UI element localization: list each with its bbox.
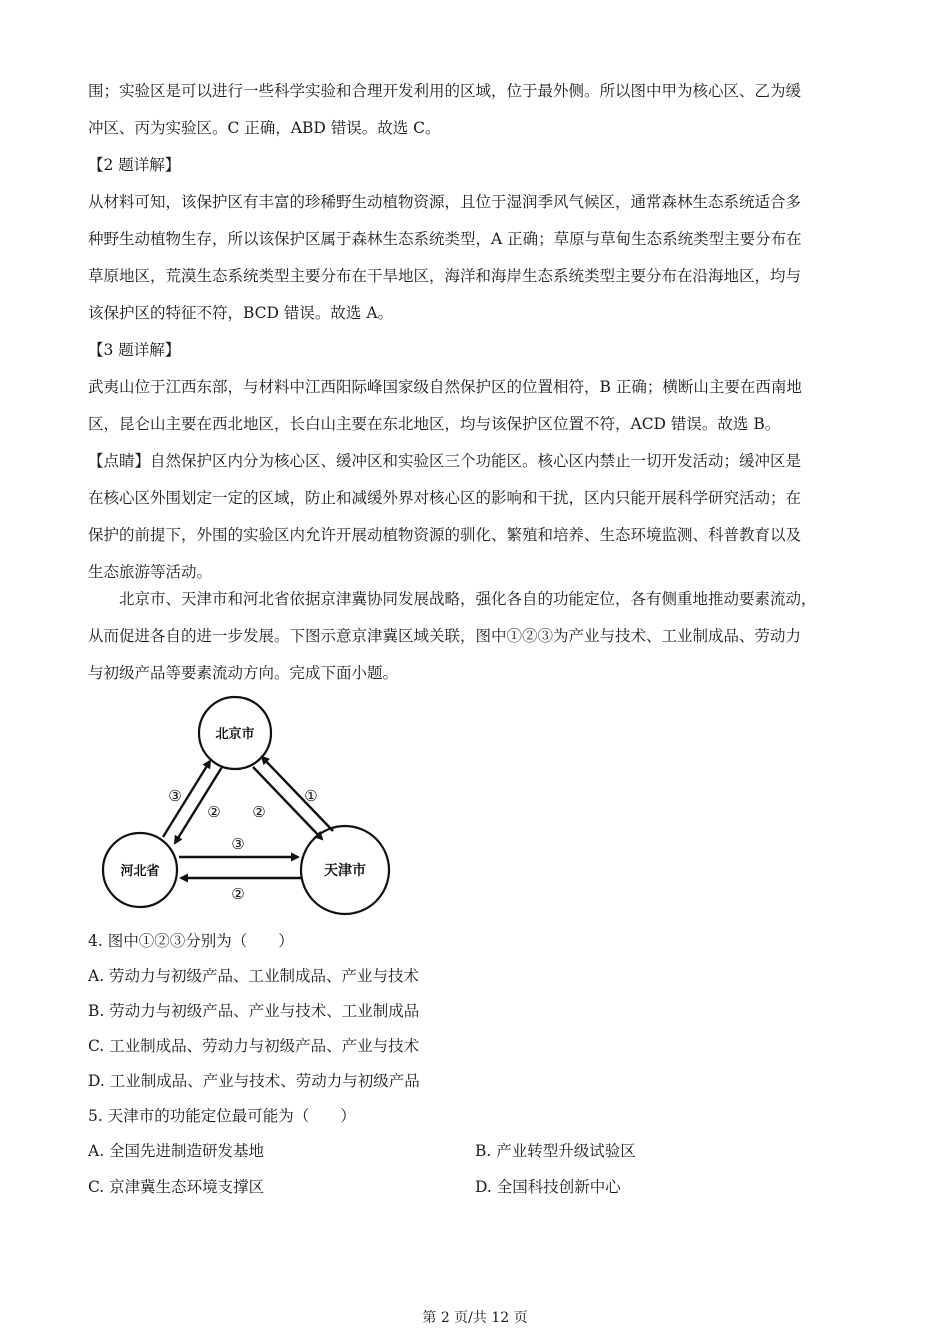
flow-label: ① — [304, 787, 318, 805]
flow-label: ② — [207, 803, 221, 821]
intro-line: 与初级产品等要素流动方向。完成下面小题。 — [88, 664, 399, 682]
hebei-label: 河北省 — [120, 864, 160, 879]
intro-line: 北京市、天津市和河北省依据京津冀协同发展战略，强化各自的功能定位，各有侧重地推动要素流动， — [119, 590, 817, 608]
question-5-stem: 5. 天津市的功能定位最可能为（ ） — [88, 1107, 356, 1125]
question-4-stem: 4. 图中①②③分别为（ ） — [88, 932, 294, 950]
text-line: 生态旅游等活动。 — [88, 563, 213, 581]
text-line: 【点睛】自然保护区内分为核心区、缓冲区和实验区三个功能区。核心区内禁止一切开发活动；缓冲区是 — [88, 452, 802, 470]
arrow-tianjin-to-beijing — [262, 757, 333, 831]
text-line: 围；实验区是可以进行一些科学实验和合理开发利用的区域，位于最外侧。所以图中甲为核心区、乙为缓 — [88, 82, 802, 100]
flow-label: ② — [252, 803, 266, 821]
section-heading: 【3 题详解】 — [88, 341, 181, 359]
question-5-option-d[interactable]: D. 全国科技创新中心 — [475, 1178, 621, 1196]
question-4-option-d[interactable]: D. 工业制成品、产业与技术、劳动力与初级产品 — [88, 1072, 420, 1090]
section-heading: 【2 题详解】 — [88, 156, 181, 174]
question-5-option-c[interactable]: C. 京津冀生态环境支撑区 — [88, 1178, 265, 1196]
explanation-text — [88, 73, 863, 591]
intro-line: 从而促进各自的进一步发展。下图示意京津冀区域关联，图中①②③为产业与技术、工业制成品、劳动力 — [88, 627, 802, 645]
question-4-option-b[interactable]: B. 劳动力与初级产品、产业与技术、工业制成品 — [88, 1002, 420, 1020]
text-line: 从材料可知，该保护区有丰富的珍稀野生动植物资源，且位于湿润季风气候区，通常森林生态系统适合多 — [88, 193, 802, 211]
question-4-option-c[interactable]: C. 工业制成品、劳动力与初级产品、产业与技术 — [88, 1037, 420, 1055]
text-line: 种野生动植物生存，所以该保护区属于森林生态系统类型，A 正确；草原与草甸生态系统类型主要分布在 — [88, 230, 802, 248]
text-line: 冲区、丙为实验区。C 正确，ABD 错误。故选 C。 — [88, 119, 441, 137]
question-4-option-a[interactable]: A. 劳动力与初级产品、工业制成品、产业与技术 — [88, 967, 420, 985]
page-number: 第 2 页/共 12 页 — [422, 1310, 528, 1326]
text-line: 在核心区外围划定一定的区域，防止和减缓外界对核心区的影响和干扰，区内只能开展科学研究活动；在 — [88, 489, 802, 507]
region-flow-diagram — [95, 695, 415, 920]
beijing-label: 北京市 — [215, 727, 255, 742]
text-line: 武夷山位于江西东部，与材料中江西阳际峰国家级自然保护区的位置相符，B 正确；横断山主要在西南地 — [88, 378, 802, 396]
flow-label: ② — [231, 885, 245, 903]
text-line: 保护的前提下，外围的实验区内允许开展动植物资源的驯化、繁殖和培养、生态环境监测、科普教育以及 — [88, 526, 802, 544]
question-5-option-b[interactable]: B. 产业转型升级试验区 — [475, 1142, 636, 1160]
flow-label: ③ — [168, 787, 182, 805]
material-intro — [88, 581, 863, 692]
flow-label: ③ — [231, 835, 245, 853]
text-line: 草原地区，荒漠生态系统类型主要分布在干旱地区，海洋和海岸生态系统类型主要分布在沿海地区，均与 — [88, 267, 802, 285]
question-5-option-a[interactable]: A. 全国先进制造研发基地 — [88, 1142, 265, 1160]
text-line: 该保护区的特征不符，BCD 错误。故选 A。 — [88, 304, 394, 322]
tianjin-label: 天津市 — [324, 863, 366, 879]
text-line: 区，昆仑山主要在西北地区，长白山主要在东北地区，均与该保护区位置不符，ACD 错误。故选 B。 — [88, 415, 781, 433]
